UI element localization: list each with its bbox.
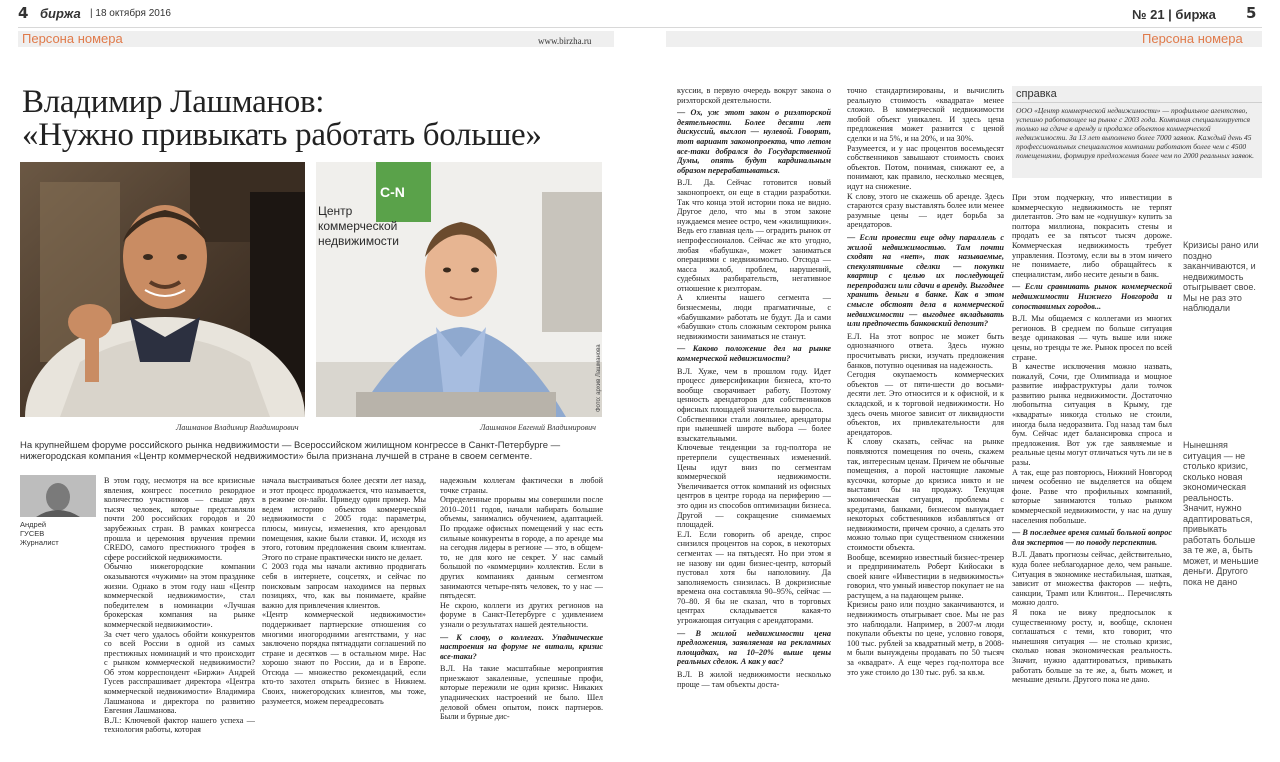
- column-5: [847, 86, 1004, 758]
- column-4-paragraph: В.Л. В жилой недвижимости несколько проще — там объекты доста-: [677, 670, 831, 689]
- column-1-paragraph: Обычно нижегородские компании оказываются «чужими» на этом празднике жизни. Однако в этом году наш «Центр коммерческой недвижимости», стал победителем в номинации «Лучшая брокерская компания на рынке коммерческой недвижимости».: [104, 562, 255, 629]
- column-2-paragraph: «Центр коммерческой недвижимости» поддерживает партнерские отношения со многими иногородними агентствами, у нас заключено порядка пятнадцати соглашений по стране и десятков — в остальном мире. Нас хорошо знают по России, да и в Европе. Отсюда — множество рекомендаций, если кто-то захотел открыть бизнес в Нижнем. Своих, нижегородских клиентов, мы тоже, разумеется, можем переадресовать: [262, 610, 426, 706]
- title-line-1: Владимир Лашманов:: [22, 84, 325, 120]
- author-last-name: ГУСЕВ: [20, 529, 45, 538]
- column-4-paragraph: В.Л. Хуже, чем в прошлом году. Идет процесс диверсификации бизнеса, кто-то вообще сворачивает работу. Поэтому ценность арендаторов для собственников офисных площадей значительно выросла.: [677, 366, 831, 414]
- left-brand: биржа: [40, 6, 81, 21]
- left-page-number: 4: [18, 4, 29, 22]
- info-box-text: ООО «Центр коммерческой недвижимости» — профильное агентство, успешно работающее на рынке с 2003 года. Компания специализируется только на сдаче в аренду и продаже объектов коммерческой недвижимости. За 13 лет выполнено более 7000 заявок. Каждый день 45 профессиональных специалистов компании работают более чем с 4500 помещениями, формируя предложения более чем по 2000 реальных заявок.: [1016, 106, 1254, 160]
- column-2-paragraph: начала выстраиваться более десяти лет назад, и этот процесс продолжается, что называется, в режиме он-лайн. Приведу один пример. Мы ведем историю объектов коммерческой недвижимости с 2005 года: параметры, плюсы, минусы, изменения, кто арендовал помещения, какие были ставки. И, исходя из этого, готовим предложения своим клиентам. Этого по стране практически никто не делает.: [262, 476, 426, 562]
- right-issue: № 21 | биржа: [1132, 7, 1216, 22]
- author-avatar: [20, 475, 96, 517]
- photo-vladimir: [20, 162, 305, 417]
- column-5-paragraph: Разумеется, и у нас процентов восемьдесят собственников завышают стоимость своих объектов. Потом, понимая, снижают ее, а понимают, как правило, несколько месяцев, идут на снижение.: [847, 143, 1004, 191]
- column-5-paragraph: Вообще, всемирно известный бизнес-тренер и предприниматель Роберт Кийосаки в своей книге «Инвестиции в недвижимость» говорил, что умный инвестор покупает не на растущем, а на падающем рынке.: [847, 552, 1004, 600]
- site-url: www.birzha.ru: [538, 36, 592, 46]
- header-rule: [18, 27, 1262, 28]
- column-4-paragraph: Е.Л. Если говорить об аренде, спрос снизился процентов на сорок, в некоторых сегментах — на пятьдесят. Но при этом я не назову ни один бизнес-центр, который пустовал хотя бы наполовину. Да заполняемость снизилась. В докризисные времена она составляла 90–95%, сейчас — 70–80. Я бы не сказал, что в торговых центрах складывается какая-то угрожающая ситуация с арендаторами.: [677, 529, 831, 626]
- column-5-paragraph: К слову сказать, сейчас на рынке появляются помещения по очень, скажем так, интересным ценам. Причем не обычные помещения, а порой настоящие лакомые кусочки, которые до кризиса никто и не выставил бы на продажу. Текущая экономическая ситуация, проблемы с кредитами, банками, бизнесом вынуждает некоторых собственников избавляться от недвижимости, причем срочно, а сделать это можно только при существенном снижении стоимости объекта.: [847, 437, 1004, 552]
- column-4-paragraph: Собственники стали лояльнее, арендаторы при нынешней широте выбора — более взыскательными.: [677, 414, 831, 443]
- column-6-paragraph: Я пока не вижу предпосылок к существенному росту, и, вообще, склонен соглашаться с теми, кто говорит, что нынешняя ситуация — не столько кризис, сколько новая экономическая реальность. Значит, нужно адаптироваться, привыкать работать больше за те же, а, быть может, и меньшие деньги. Другого пока не дано.: [1012, 607, 1172, 685]
- column-4-question: — Каково положение дел на рынке коммерческой недвижимости?: [677, 344, 831, 364]
- section-label-left: Персона номера: [22, 31, 123, 46]
- column-1-paragraph: За счет чего удалось обойти конкурентов со всей России в одной из самых престижных номинаций и что происходит с рынком коммерческой недвижимости? Об этом корреспондент «Биржи» Андрей Гусев расспрашивает директора «Центра коммерческой недвижимости» Владимира Лашманова и директора по развитию Евгения Лашманова.: [104, 629, 255, 716]
- column-3: [440, 476, 603, 758]
- column-4-paragraph: В.Л. Да. Сейчас готовится новый законопроект, он еще в стадии разработки. Так что конца этой истории пока не видно. Другое дело, что мы в этом законе нуждаемся менее остро, чем «жилищники». Ведь его главная цель — оградить рынок от непрофессионалов. Сейчас же кто угодно, любая «бабушка», может заниматься операциями с недвижимостью. Отсюда — масса жалоб, проблем, нарушений, судебных разбирательств, негативное отношение к риэлторам.: [677, 178, 831, 293]
- photo-evgeny-illustration: [316, 162, 602, 417]
- column-3-paragraph: Определенные прорывы мы совершили после 2010–2011 годов, начали набирать большие объемы, занимались обучением, адаптацией. По продаже офисных помещений у нас есть сильные конкуренты в городе, а по аренде мы на сегодня лидеры в регионе — это, в общем-то, не для кого не секрет. У нас самый большой по «коммерции» коллектив. Если в других компаниях данным сегментом занимаются четыре-пять человек, то у нас — пятьдесят.: [440, 495, 603, 601]
- column-6-question: — Если сравнивать рынок коммерческой недвижимости Нижнего Новгорода и сопоставимых городов...: [1012, 282, 1172, 311]
- photo-evgeny-caption: Лашманов Евгений Владимирович: [480, 423, 596, 432]
- pullquote-2: Нынешняя ситуация — не столько кризис, сколько новая экономическая реальность. Значит, нужно адаптироваться, привыкать работать больше за те же, а, быть может, и меньшие деньги. Другого пока не дано: [1183, 440, 1259, 587]
- photo-vladimir-caption: Лашманов Владимир Владимирович: [176, 423, 299, 432]
- column-4-paragraph: куссии, в первую очередь вокруг закона о риэлторской деятельности.: [677, 86, 831, 105]
- column-6-paragraph: В.Л. Давать прогнозы сейчас, действительно, куда более неблагодарное дело, чем раньше. Ситуация в экономике нестабильная, шаткая, зависит от множества факторов — нефть, санкции, Трамп или Клинтон... Перечислять можно долго.: [1012, 550, 1172, 608]
- photo2-sign-line1: Центр: [318, 204, 353, 218]
- author-photo: [20, 475, 96, 517]
- photo2-sign-line3: недвижимости: [318, 234, 399, 248]
- column-1-paragraph: В этом году, несмотря на все кризисные явления, конгресс посетило рекордное количество участников — свыше двух тысяч человек, которые представляли почти 200 российских городов и 20 зарубежных стран. В рамках конгресса прошла и церемония вручения премии CREDO, самого престижного трофея в сфере российской недвижимости.: [104, 476, 255, 562]
- pullquote-1: Кризисы рано или поздно заканчиваются, и недвижимость отыгрывает свое. Мы не раз это наблюдали: [1183, 240, 1259, 313]
- photo-credit: Фото: архив Лашманова: [596, 344, 602, 412]
- column-6-question: — В последнее время самый больной вопрос для экспертов — по поводу перспектив.: [1012, 528, 1172, 547]
- column-5-paragraph: К слову, этого не скажешь об аренде. Здесь стараются сразу выставлять более или менее разумные цены — идет борьба за арендаторов.: [847, 191, 1004, 230]
- author-role: Журналист: [20, 538, 59, 547]
- right-page-number: 5: [1246, 4, 1257, 22]
- section-label-right: Персона номера: [1142, 31, 1243, 46]
- photo2-sign-line2: коммерческой: [318, 219, 398, 233]
- column-1: [104, 476, 255, 758]
- issue-date: | 18 октября 2016: [90, 8, 171, 19]
- info-box-title: справка: [1016, 88, 1057, 100]
- column-5-paragraph: Кризисы рано или поздно заканчиваются, и недвижимость отыгрывает свое. Мы не раз это наблюдали. Например, в 2007-м люди покупали объекты по цене, условно говоря, 100 тыс. рублей за квадратный метр, в 2008-м были вынуждены продавать по 50 тысяч за «квадрат». А еще через год-полтора все это уже стоило до 130 тыс. руб. за кв.м.: [847, 600, 1004, 677]
- column-6-paragraph: При этом подчеркну, что инвестиции в коммерческую недвижимость не терпят дилетантов. Это вам не «однушку» купить за полтора миллиона, покрасить стены и продать ее за пятьсот тысяч дороже. Коммерческая недвижимость требует управления. Поэтому, если вы в этом ничего не понимаете, либо обращайтесь к специалистам, либо несите деньги в банк.: [1012, 193, 1172, 279]
- column-6-paragraph: В качестве исключения можно назвать, пожалуй, Сочи, где Олимпиада и мощное развитие инфраструктуры дали толчок развитию рынка недвижимости. Достаточно любопытна ситуация в Крыму, где «квадраты» никогда столько не стоили, иногда была недоразвита. Год назад там был бум. Сейчас идет балансировка спроса и предложения. Вот уж где заявляемые и реальные цены могут отличаться чуть ли не в разы.: [1012, 362, 1172, 468]
- column-6-paragraph: В.Л. Мы общаемся с коллегами из многих регионов. В среднем по больше ситуация везде одинаковая — чуть выше или ниже цены, но тренды те же. Рынок просел по всей стране.: [1012, 314, 1172, 362]
- column-4-question: — В жилой недвижимости цена предложения, заявляемая на рекламных площадках, на 10–20% выше цены реальных сделок. А как у вас?: [677, 628, 831, 667]
- column-3-paragraph: В.Л. На такие масштабные мероприятия приезжают закаленные, успешные профи, которые пережили не один кризис. Никаких упаднических настроений не было. Шел деловой обмен опытом, поиск партнеров. Были и бурные дис-: [440, 664, 603, 722]
- column-2-paragraph: С 2003 года мы начали активно продвигать себя в интернете, соцсетях, и сейчас по поисковым запросам находимся на первых позициях, что, как вы понимаете, крайне важно для привлечения клиентов.: [262, 562, 426, 610]
- info-box-rule: [1012, 102, 1262, 103]
- author-first-name: Андрей: [20, 520, 47, 529]
- article-lead: На крупнейшем форуме российского рынка недвижимости — Всероссийском жилищном конгрессе в Санкт-Петербурге — нижегородская компания «Центр коммерческой недвижимости» была признана лучшей в стране в своем сегменте.: [20, 440, 561, 462]
- column-4-paragraph: А клиенты нашего сегмента — бизнесмены, люди прагматичные, с «бабушками» работать не будут. Да и сами «бабушки» столь сложным сектором рынка недвижимости заниматься не станут.: [677, 293, 831, 341]
- column-6-paragraph: А так, еще раз повторюсь, Нижний Новгород ничем особенно не выделяется на общем фоне. Разве что профильных компаний, которые занимаются только рынком коммерческой недвижимости, у нас на душу населения побольше.: [1012, 467, 1172, 525]
- column-3-paragraph: Не скрою, коллеги из других регионов на форуме в Санкт-Петербурге с удивлением узнали о результатах нашей деятельности.: [440, 600, 603, 629]
- column-5-paragraph: Сегодня окупаемость коммерческих объектов — от пяти-шести до восьми-десяти лет. Это относится и к офисной, и к складской, и к торговой недвижимости. Но здесь очень многое зависит от ликвидности объектов, их привлекательности для арендаторов.: [847, 370, 1004, 437]
- title-line-2: «Нужно привыкать работать больше»: [22, 117, 542, 153]
- photo-evgeny: [316, 162, 602, 417]
- author-info: [20, 520, 96, 547]
- column-4: [677, 86, 831, 758]
- column-3-question: — К слову, о коллегах. Упаднические настроения на форуме не витали, кризис все-таки?: [440, 632, 603, 661]
- column-5-paragraph: Е.Л. На этот вопрос не может быть однозначного ответа. Здесь нужно просчитывать риски, изучать предложения банков, потупно оценивая на надежность.: [847, 331, 1004, 370]
- column-1-paragraph: В.Л.: Ключевой фактор нашего успеха — технология работы, которая: [104, 715, 255, 735]
- column-5-question: — Если провести еще одну параллель с жилой недвижимостью. Там почти сходят на «нет», так называемые, спекулятивные сделки — покупки квартир с целью их последующей перепродажи или сдачи в аренду. Выгоднее хранить деньги в банке. Как в этом смысле обстоят дела в коммерческой недвижимости — выгоднее вкладывать или предпочесть банковский депозит?: [847, 232, 1004, 329]
- photo-vladimir-illustration: [20, 162, 305, 417]
- article-title: [22, 86, 642, 152]
- column-6: [1012, 193, 1172, 758]
- column-4-paragraph: Ключевые тенденции за год-полтора не претерпели существенных изменений. Цены идут вниз по сегментам коммерческой недвижимости. Увеличивается отток компаний из офисных центров в центре города на периферию — это один из способов оптимизации бизнеса. Другой — сокращение снимаемых площадей.: [677, 443, 831, 530]
- column-3-paragraph: надежным коллегам фактически в любой точке страны.: [440, 476, 603, 495]
- column-2: [262, 476, 426, 758]
- photo2-sign-logo: C-N: [380, 184, 405, 200]
- column-4-question: — Ох, уж этот закон о риэлторской деятельности. Более десяти лет дискуссий, выхлоп — нулевой. Говорят, тот вариант законопроекта, что летом все-таки добрался до Государственной Думы, опять будут кардинальным образом перерабатываться.: [677, 108, 831, 175]
- column-5-paragraph: точно стандартизированы, и вычислить реальную стоимость «квадрата» менее сложно. В коммерческой недвижимости любой объект уникален. И здесь цена предложения может разнится с ценой сделки и на 5%, и на 20%, и на 30%.: [847, 86, 1004, 143]
